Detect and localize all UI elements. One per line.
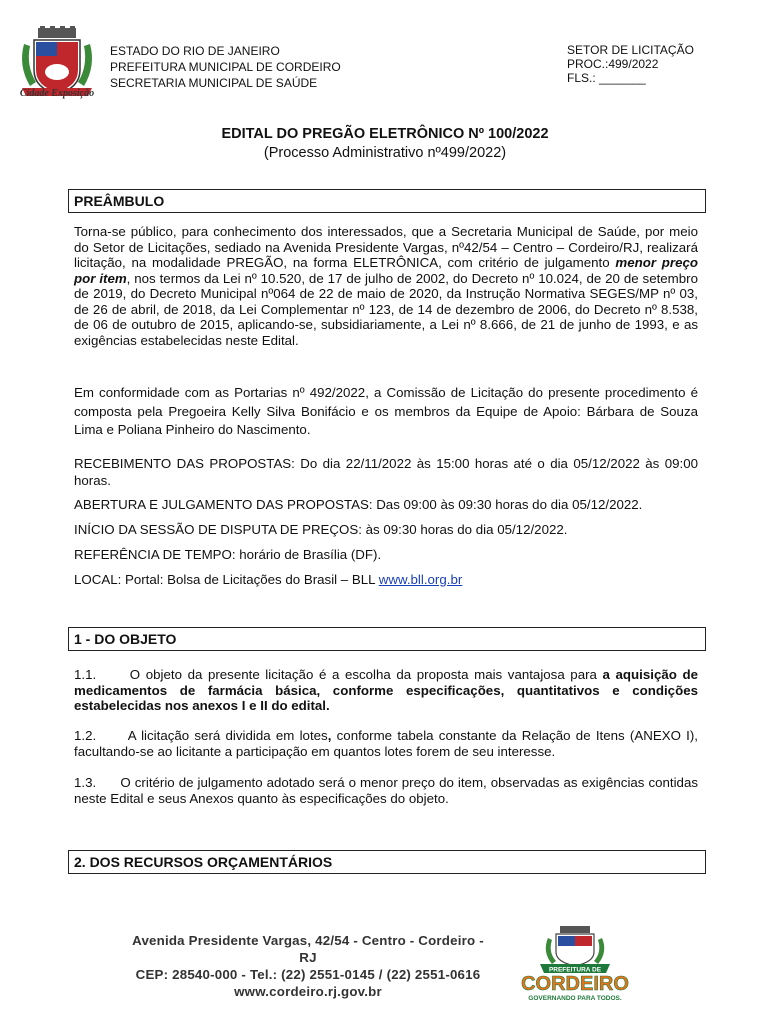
- objeto-item-1-2: [74, 728, 698, 759]
- item-1-3-text: O critério de julgamento adotado será o menor preço do item, observadas as exigências contidas neste Edital e seus Anexos quanto às especificações do objeto.: [74, 775, 698, 806]
- objeto-item-1-3: [74, 775, 698, 806]
- section-heading-recursos: 2. DOS RECURSOS ORÇAMENTÁRIOS: [68, 850, 706, 874]
- preambulo-inicio: INÍCIO DA SESSÃO DE DISPUTA DE PREÇOS: às 09:30 horas do dia 05/12/2022.: [74, 522, 568, 537]
- logo-slogan-text: GOVERNANDO PARA TODOS.: [528, 995, 622, 1002]
- logo-top-text: PREFEITURA DE: [548, 966, 602, 974]
- prefeitura-cordeiro-logo: [512, 924, 638, 1004]
- preambulo-local: [74, 572, 698, 588]
- header-secretariat: SECRETARIA MUNICIPAL DE SAÚDE: [110, 76, 318, 90]
- header-sector: SETOR DE LICITAÇÃO: [567, 43, 694, 57]
- footer-street: Avenida Presidente Vargas, 42/54 - Centro - Cordeiro - RJ: [132, 933, 484, 965]
- preambulo-p1-text: Torna-se público, para conhecimento dos interessados, que a Secretaria Municipal de Saúde, por meio do Setor de Licitações, sediado na Avenida Presidente Vargas, nº42/54 – Centro – Cordeiro/RJ, realizará licitação, na modalidade PREGÃO, na forma ELETRÔNICA, com critério de julgamento: [74, 224, 698, 270]
- section-heading-preambulo: PREÂMBULO: [68, 189, 706, 213]
- header-state: ESTADO DO RIO DE JANEIRO: [110, 44, 280, 58]
- item-1-1-bold: a aquisição de medicamentos de farmácia básica, conforme especificações, quantitativos e condições estabelecidas nos anexos I e II do edital.: [74, 667, 698, 713]
- document-title-block: [0, 125, 770, 163]
- footer-website: www.cordeiro.rj.gov.br: [234, 984, 382, 999]
- local-label: LOCAL: Portal: Bolsa de Licitações do Brasil – BLL: [74, 572, 379, 587]
- item-1-2-rest: conforme tabela constante da Relação de Itens (ANEXO I), facultando-se ao licitante a participação em quantos lotes forem de seu interesse.: [74, 728, 698, 759]
- header-institution: [110, 43, 341, 91]
- preambulo-abertura: ABERTURA E JULGAMENTO DAS PROPOSTAS: Das 09:00 às 09:30 horas do dia 05/12/2022.: [74, 497, 643, 512]
- preambulo-p1-rest: , nos termos da Lei nº 10.520, de 17 de julho de 2002, do Decreto nº 10.024, de 20 de setembro de 2019, do Decreto Municipal nº064 de 22 de maio de 2020, da Instrução Normativa SEGES/MP nº 03, de 26 de abril, de 2018, da Lei Complementar nº 123, de 14 de dezembro de 2006, do Decreto nº 8.538, de 06 de outubro de 2015, aplicando-se, subsidiariamente, a Lei nº 8.666, de 21 de junho de 1993, e as exigências estabelecidas neste Edital.: [74, 270, 698, 348]
- preambulo-paragraph-2: Em conformidade com as Portarias nº 492/2022, a Comissão de Licitação do presente procedimento é composta pela Pregoeira Kelly Silva Bonifácio e os membros da Equipe de Apoio: Bárbara de Souza Lima e Poliana Pinheiro do Nascimento.: [74, 385, 698, 437]
- footer-contact: CEP: 28540-000 - Tel.: (22) 2551-0145 / (22) 2551-0616: [135, 967, 481, 982]
- header-fls: FLS.: _______: [567, 71, 646, 85]
- document-subtitle: (Processo Administrativo nº499/2022): [263, 145, 507, 161]
- section-heading-objeto: 1 - DO OBJETO: [68, 627, 706, 651]
- crest-caption: Cidade Exposição: [19, 88, 95, 99]
- header-process-info: [567, 43, 694, 85]
- preambulo-paragraph-1: [74, 224, 698, 348]
- header-prefecture: PREFEITURA MUNICIPAL DE CORDEIRO: [110, 60, 341, 74]
- document-title: EDITAL DO PREGÃO ELETRÔNICO Nº 100/2022: [221, 126, 549, 142]
- item-1-2-text: A licitação será dividida em lotes: [127, 728, 328, 743]
- preambulo-referencia: REFERÊNCIA DE TEMPO: horário de Brasília (DF).: [74, 547, 382, 562]
- item-1-2-number: 1.2.: [74, 728, 97, 743]
- item-1-1-text: O objeto da presente licitação é a escolha da proposta mais vantajosa para: [129, 667, 603, 682]
- item-1-3-number: 1.3.: [74, 775, 97, 790]
- objeto-item-1-1: [74, 667, 698, 714]
- item-1-2-comma: ,: [327, 728, 332, 743]
- logo-name-text: CORDEIRO: [521, 973, 629, 995]
- preambulo-recebimento: RECEBIMENTO DAS PROPOSTAS: Do dia 22/11/2022 às 15:00 horas até o dia 05/12/2022 às 09:00 horas.: [74, 456, 698, 488]
- bll-link[interactable]: www.bll.org.br: [378, 572, 463, 587]
- preambulo-p1-emphasis: menor preço por item: [74, 255, 698, 286]
- header-proc: PROC.:499/2022: [567, 57, 659, 71]
- footer-address: [122, 932, 494, 1000]
- item-1-1-number: 1.1.: [74, 667, 97, 682]
